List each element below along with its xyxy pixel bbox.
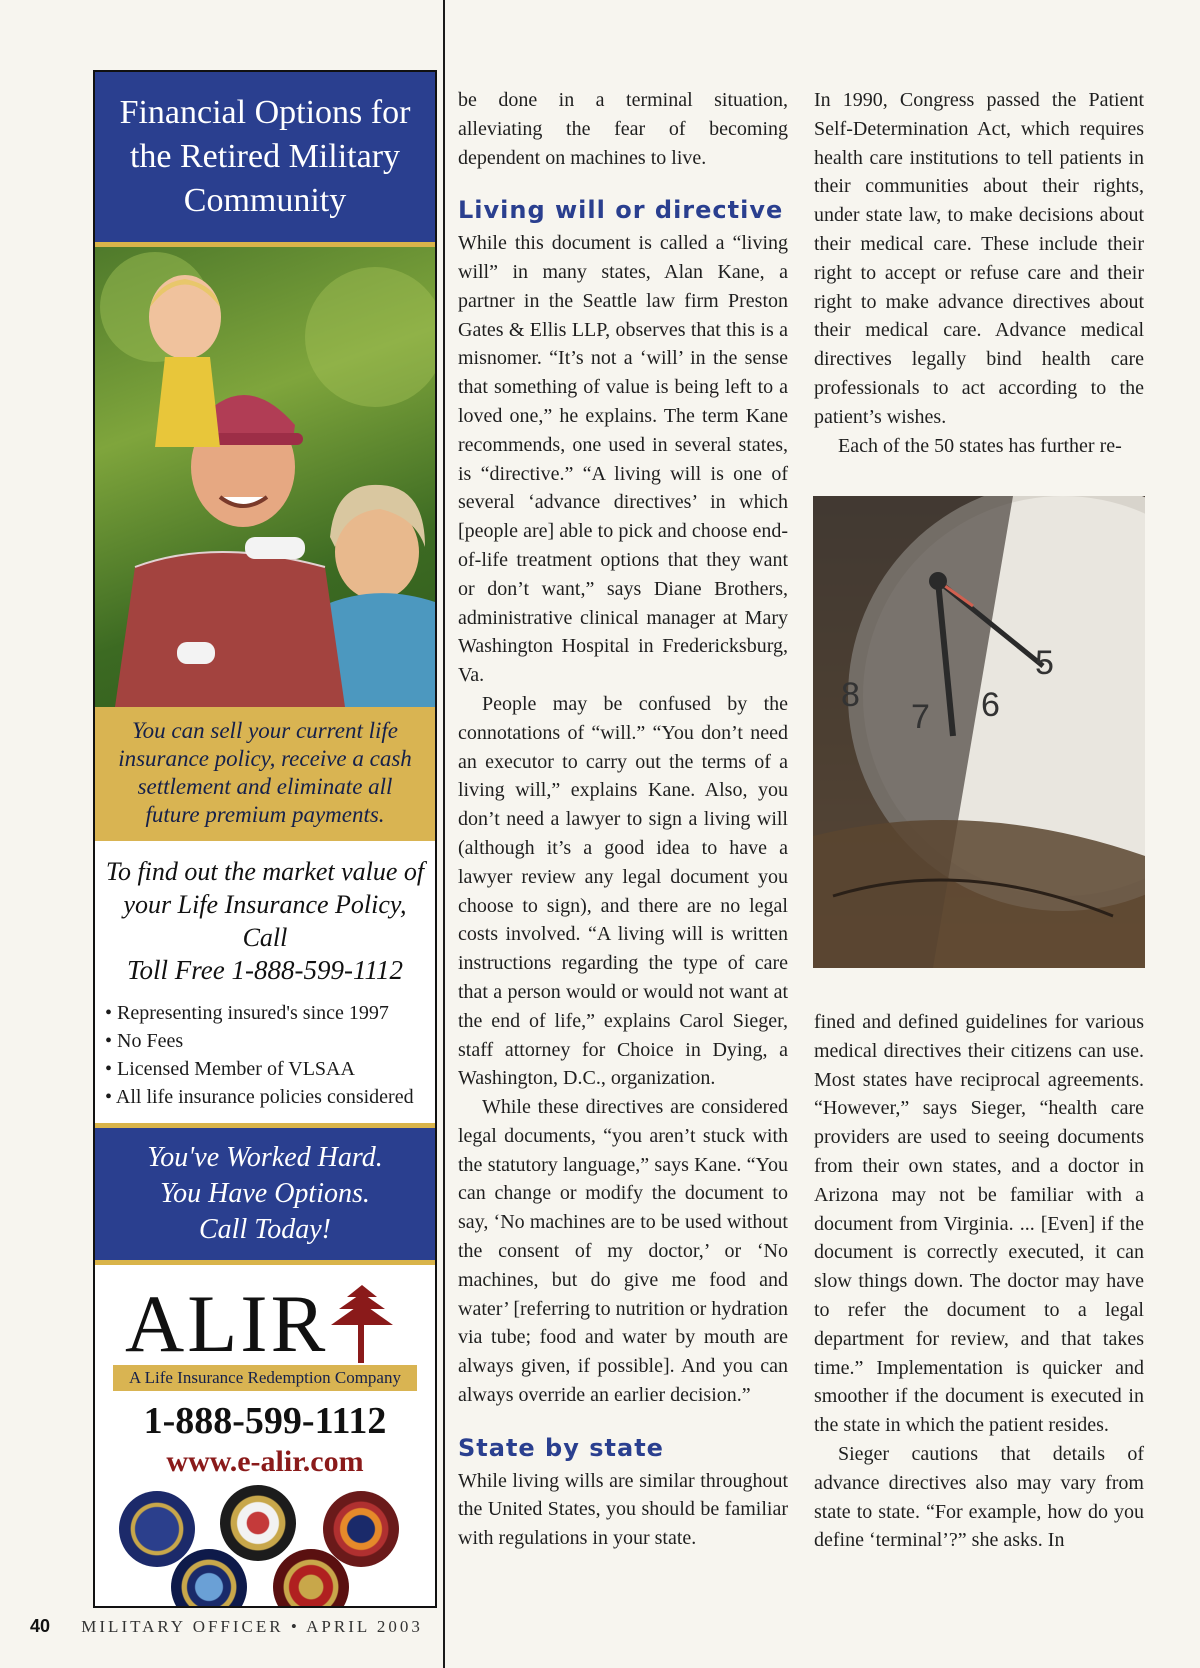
- coast-guard-reserve-seal-icon: [323, 1491, 399, 1567]
- tree-icon: [327, 1283, 397, 1363]
- article-paragraph: While this document is called a “living will” in many states, Alan Kane, a partner in the Seattle law firm Preston Gates & Ellis LLP, observes that this is a misnomer. “It’s not a ‘will’ in the sense that something of value is being left to a loved one,” he explains. The term Kane recommends, one used in several states, is “directive.” “A living will is one of several ‘advance directives’ in which [people are] able to pick and choose end-of-life treatment options that they want or don’t want,” says Diane Brothers, administrative clinical manager at Mary Washington Hospital in Fredericksburg, Va.: [458, 232, 788, 687]
- clock-number: 5: [1035, 644, 1054, 682]
- ad-bullet: • Licensed Member of VLSAA: [105, 1055, 427, 1083]
- clock-number: 8: [841, 676, 860, 714]
- clock-number: 6: [981, 686, 1000, 724]
- family-illustration: [95, 247, 435, 707]
- article-column-2-top: [814, 86, 1144, 460]
- publication-line: MILITARY OFFICER • APRIL 2003: [81, 1617, 423, 1636]
- ad-family-photo: [95, 247, 435, 707]
- page-number: 40: [30, 1616, 51, 1636]
- military-seals: [95, 1479, 435, 1608]
- article-paragraph: Sieger cautions that details of advance directives also may vary from state to state. “For example, how do you define ‘terminal’?” she asks. In: [814, 1442, 1144, 1552]
- navy-seal-icon: [171, 1549, 247, 1608]
- ad-phone: 1-888-599-1112: [143, 1400, 387, 1442]
- ad-slogan-line: You've Worked Hard.: [147, 1142, 383, 1173]
- ad-bullet: • Representing insured's since 1997: [105, 999, 427, 1027]
- article-column-2-bottom: [814, 1008, 1144, 1555]
- article-paragraph: In 1990, Congress passed the Patient Self-Determination Act, which requires health care institutions to tell patients in their communities about their rights, under state law, to make decisions about their medical care. These include their right to accept or refuse care and their right to make advance directives about their medical care. Advance medical directives legally bind health care professionals to act according to the patient’s wishes.: [814, 89, 1144, 428]
- alir-advertisement: [93, 70, 437, 1608]
- article-paragraph: People may be confused by the connotations of “will.” “You don’t need an executor to carry out the terms of a living will,” explains Kane. Also, you don’t need a lawyer to sign a living will (although it’s a good idea to have a lawyer review any legal document you choose to sign), and there are no legal costs involved. “A living will is written instructions regarding the type of care that a person would or would not want at the end of life,” explains Carol Sieger, staff attorney for Choice in Dying, a Washington, D.C., organization.: [458, 692, 788, 1090]
- ad-website-link[interactable]: www.e-alir.com: [166, 1445, 364, 1478]
- article-paragraph: fined and defined guidelines for various medical directives their citizens can use. Most states have reciprocal agreements. “However,” says Sieger, “health care providers are used to seeing documents from their own states, and a doctor in Arizona may not be familiar with a document from Virginia. ... [Even] if the document is correctly executed, it can slow things down. The doctor may have to refer the document to a legal department for review, and that takes time.” Implementation is quicker and smoother if the document is executed in the state in which the patient resides.: [814, 1011, 1144, 1437]
- article-paragraph: Each of the 50 states has further re-: [838, 434, 1122, 457]
- ad-bullet-list: [95, 999, 435, 1111]
- left-rule: [443, 0, 445, 1668]
- subheading-state-by-state: State by state: [458, 1433, 664, 1462]
- ad-cta-phone: Toll Free 1-888-599-1112: [127, 955, 403, 985]
- army-seal-icon: [220, 1485, 296, 1561]
- alir-logo: [95, 1265, 435, 1369]
- ad-call-to-action: [95, 841, 435, 995]
- clock-number: 7: [911, 698, 930, 736]
- ad-caption: You can sell your current life insurance policy, receive a cash settlement and eliminate all future premium payments.: [95, 707, 435, 841]
- article-paragraph: While living wills are similar throughout the United States, you should be familiar with regulations in your state.: [458, 1469, 788, 1550]
- ad-slogan-line: Call Today!: [199, 1214, 331, 1245]
- page-footer: [30, 1616, 423, 1637]
- ad-headline: Financial Options for the Retired Military Community: [95, 72, 435, 247]
- alir-logo-word: ALIR: [125, 1278, 329, 1369]
- ad-cta-text: To find out the market value of your Life Insurance Policy, Call: [105, 857, 425, 952]
- ad-bullet: • All life insurance policies considered: [105, 1083, 427, 1111]
- alir-tagline: A Life Insurance Redemption Company: [113, 1365, 417, 1391]
- ad-slogan-line: You Have Options.: [160, 1178, 370, 1209]
- article-paragraph: be done in a terminal situation, alleviating the fear of becoming dependent on machines to live.: [458, 89, 788, 169]
- ad-bullet: • No Fees: [105, 1027, 427, 1055]
- subheading-living-will: Living will or directive: [458, 196, 784, 225]
- air-force-seal-icon: [119, 1491, 195, 1567]
- clock-photo: [813, 496, 1145, 968]
- clock-illustration: [813, 496, 1145, 968]
- ad-slogan-band: [95, 1123, 435, 1265]
- article-paragraph: While these directives are considered legal documents, “you aren’t stuck with the statutory language,” says Kane. “You can change or modify the document to say, ‘No machines are to be used without the consent of my doctor,’ or ‘No machines, but do give me food and water’ [referring to nutrition or hydration via tube; food and water by mouth are always given, if possible]. And you can always override an earlier decision.”: [458, 1096, 788, 1407]
- article-column-1: [458, 86, 788, 1553]
